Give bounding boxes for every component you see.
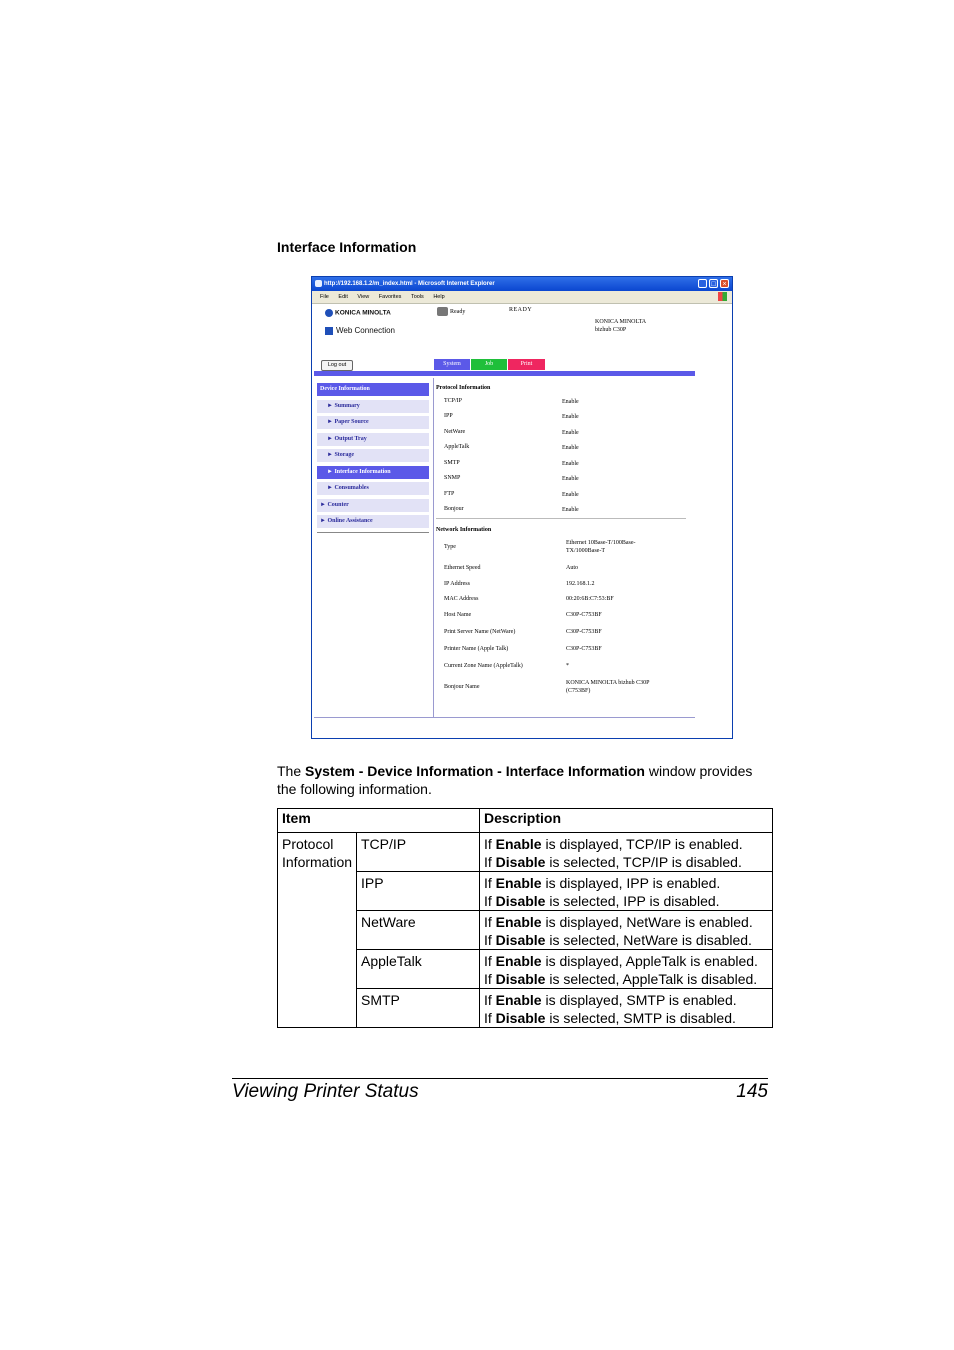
network-label: Print Server Name (NetWare)	[444, 629, 516, 635]
windows-logo-icon	[718, 292, 727, 301]
line-keyword: Disable	[495, 971, 546, 987]
network-value: Auto	[566, 565, 578, 571]
protocol-value: Enable	[562, 492, 579, 498]
web-page	[312, 304, 732, 739]
nav-output-tray[interactable]: ► Output Tray	[317, 433, 429, 446]
line-suffix: is displayed, AppleTalk is enabled.	[541, 953, 758, 969]
nav-counter[interactable]: ► Counter	[317, 499, 429, 512]
description-line	[484, 1009, 772, 1027]
browser-screenshot	[311, 276, 733, 739]
network-label: Type	[444, 544, 456, 550]
brand-name: KONICA MINOLTA	[335, 309, 391, 317]
network-heading: Network Information	[436, 527, 492, 533]
line-keyword: Disable	[495, 893, 546, 909]
line-suffix: is selected, NetWare is disabled.	[545, 932, 752, 948]
network-label: Ethernet Speed	[444, 565, 481, 571]
network-label: Host Name	[444, 612, 472, 618]
network-value-line: (C753BF)	[566, 688, 591, 694]
network-value-line: Ethernet 10Base-T/100Base-	[566, 540, 636, 546]
protocol-label: FTP	[444, 491, 455, 497]
protocol-value: Enable	[562, 445, 579, 451]
row-description	[480, 872, 773, 911]
network-value: *	[566, 663, 569, 669]
description-line	[484, 952, 772, 970]
line-keyword: Enable	[495, 836, 542, 852]
network-value: C30P-C753BF	[566, 646, 602, 652]
protocol-label: Bonjour	[444, 506, 464, 512]
protocol-label: SNMP	[444, 475, 461, 481]
page-bottom-rule	[314, 717, 695, 718]
protocol-value: Enable	[562, 507, 579, 513]
network-label: Bonjour Name	[444, 684, 480, 690]
network-value: C30P-C753BF	[566, 612, 602, 618]
menu-help[interactable]: Help	[433, 294, 445, 300]
line-keyword: Disable	[495, 932, 546, 948]
line-suffix: is selected, TCP/IP is disabled.	[545, 854, 742, 870]
line-keyword: Enable	[495, 914, 542, 930]
line-prefix: If	[484, 893, 496, 909]
description-line	[484, 913, 772, 931]
ie-icon	[315, 280, 322, 287]
info-table	[277, 808, 773, 1028]
row-item: SMTP	[357, 989, 480, 1028]
footer-title: Viewing Printer Status	[232, 1081, 419, 1102]
printer-status-text: Ready	[450, 308, 466, 315]
table-header-row	[278, 809, 773, 833]
intro-paragraph	[277, 762, 772, 798]
line-suffix: is displayed, NetWare is enabled.	[541, 914, 753, 930]
row-item: AppleTalk	[357, 950, 480, 989]
pagescope-icon	[325, 327, 333, 335]
line-prefix: If	[484, 953, 496, 969]
row-item: IPP	[357, 872, 480, 911]
konica-minolta-logo	[325, 309, 391, 317]
nav-consumables[interactable]: ► Consumables	[317, 482, 429, 495]
header-item: Item	[278, 809, 480, 833]
protocol-label: IPP	[444, 413, 453, 419]
section-heading: Interface Information	[277, 239, 417, 255]
main-panel	[436, 383, 688, 713]
model-line-1: KONICA MINOLTA	[595, 319, 647, 325]
page-number: 145	[736, 1081, 768, 1102]
sidebar	[314, 378, 434, 718]
row-description	[480, 950, 773, 989]
description-line	[484, 835, 772, 853]
description-line	[484, 853, 772, 871]
menu-favorites[interactable]: Favorites	[378, 294, 402, 300]
header-bar	[314, 371, 695, 376]
row-item: TCP/IP	[357, 833, 480, 872]
line-prefix: If	[484, 854, 496, 870]
menu-tools[interactable]: Tools	[410, 294, 424, 300]
protocol-value: Enable	[562, 399, 579, 405]
intro-menu-path: System - Device Information - Interface Information	[305, 763, 645, 779]
tab-print[interactable]: Print	[508, 359, 545, 370]
pagescope-logo	[325, 326, 395, 335]
pagescope-name: Web Connection	[336, 326, 395, 335]
network-value-line: KONICA MINOLTA bizhub C30P	[566, 680, 650, 686]
row-description	[480, 989, 773, 1028]
network-label: Current Zone Name (AppleTalk)	[444, 663, 523, 669]
description-line	[484, 892, 772, 910]
row-description	[480, 833, 773, 872]
network-value: 00:20:6B:C7:53:BF	[566, 596, 614, 602]
description-line	[484, 874, 772, 892]
menu-file[interactable]: File	[320, 294, 329, 300]
line-keyword: Enable	[495, 992, 542, 1008]
line-suffix: is displayed, TCP/IP is enabled.	[541, 836, 743, 852]
network-value-line: TX/1000Base-T	[566, 548, 605, 554]
description-line	[484, 991, 772, 1009]
line-suffix: is selected, SMTP is disabled.	[545, 1010, 736, 1026]
browser-menubar	[312, 291, 732, 304]
network-value: C30P-C753BF	[566, 629, 602, 635]
line-keyword: Disable	[495, 1010, 546, 1026]
line-prefix: If	[484, 875, 496, 891]
nav-interface-information[interactable]: ► Interface Information	[317, 466, 429, 479]
protocol-value: Enable	[562, 430, 579, 436]
line-prefix: If	[484, 1010, 496, 1026]
model-info	[595, 318, 646, 334]
line-suffix: is displayed, SMTP is enabled.	[541, 992, 737, 1008]
header-description: Description	[480, 809, 773, 833]
browser-title: http://192.168.1.2/m_index.html - Microsoft Internet Explorer	[324, 281, 495, 287]
maximize-icon[interactable]: □	[709, 279, 718, 288]
section-divider	[436, 518, 686, 519]
line-prefix: If	[484, 914, 496, 930]
line-suffix: is displayed, IPP is enabled.	[541, 875, 721, 891]
panel-status: READY	[509, 307, 533, 313]
model-line-2: bizhub C30P	[595, 327, 627, 333]
protocol-label: SMTP	[444, 460, 460, 466]
nav-summary[interactable]: ► Summary	[317, 400, 429, 413]
group-label: Protocol Information	[278, 833, 357, 1028]
line-keyword: Disable	[495, 854, 546, 870]
printer-status	[437, 307, 465, 316]
km-globe-icon	[325, 309, 333, 317]
network-label: IP Address	[444, 581, 470, 587]
network-value	[566, 539, 635, 555]
tab-job[interactable]: Job	[471, 359, 507, 370]
line-keyword: Enable	[495, 953, 542, 969]
nav-paper-source[interactable]: ► Paper Source	[317, 416, 429, 429]
footer-rule	[232, 1078, 768, 1079]
protocol-label: AppleTalk	[444, 444, 470, 450]
nav-online-assistance[interactable]: ► Online Assistance	[317, 515, 429, 528]
printer-icon	[437, 307, 448, 316]
close-icon[interactable]: ×	[720, 279, 729, 288]
row-item: NetWare	[357, 911, 480, 950]
network-label: Printer Name (Apple Talk)	[444, 646, 509, 652]
line-suffix: is selected, IPP is disabled.	[545, 893, 720, 909]
row-description	[480, 911, 773, 950]
minimize-icon[interactable]: _	[698, 279, 707, 288]
protocol-value: Enable	[562, 476, 579, 482]
description-line	[484, 931, 772, 949]
protocol-heading: Protocol Information	[436, 385, 491, 391]
nav-divider	[317, 532, 429, 533]
line-prefix: If	[484, 971, 496, 987]
nav-storage[interactable]: ► Storage	[317, 449, 429, 462]
protocol-label: TCP/IP	[444, 398, 463, 404]
protocol-value: Enable	[562, 414, 579, 420]
network-value: 192.168.1.2	[566, 581, 595, 587]
network-label: MAC Address	[444, 596, 479, 602]
line-keyword: Enable	[495, 875, 542, 891]
protocol-value: Enable	[562, 461, 579, 467]
tab-system[interactable]: System	[434, 359, 470, 370]
menu-edit[interactable]: Edit	[338, 294, 348, 300]
protocol-label: NetWare	[444, 429, 466, 435]
line-prefix: If	[484, 932, 496, 948]
line-prefix: If	[484, 836, 496, 852]
line-prefix: If	[484, 992, 496, 1008]
nav-device-information[interactable]: Device Information	[317, 383, 429, 396]
menu-view[interactable]: View	[357, 294, 370, 300]
table-row	[278, 833, 773, 872]
intro-prefix: The	[277, 763, 306, 779]
description-line	[484, 970, 772, 988]
browser-titlebar	[312, 277, 732, 291]
intro-suffix: window provides the following information.	[277, 763, 753, 797]
line-suffix: is selected, AppleTalk is disabled.	[545, 971, 758, 987]
logout-button[interactable]: Log out	[321, 360, 353, 371]
network-value	[566, 679, 649, 695]
